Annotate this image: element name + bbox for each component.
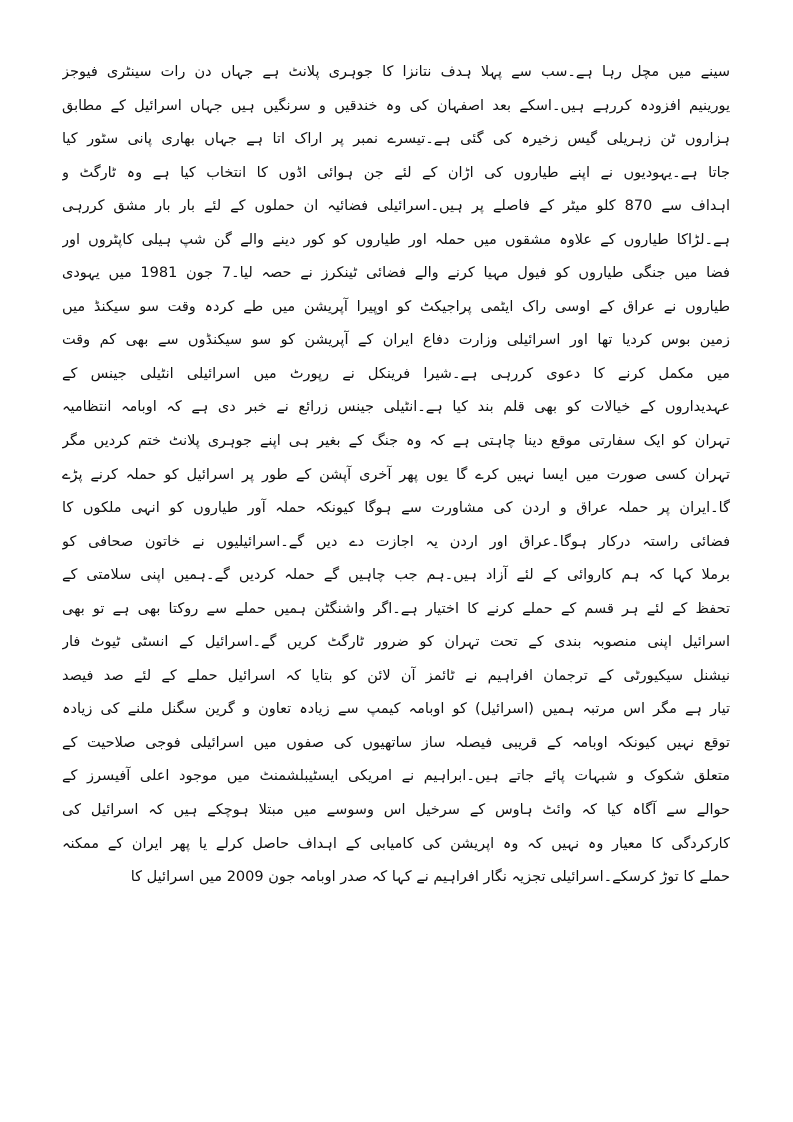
text-line: حوالے سے آگاہ کیا کہ وائٹ ہاوس کے سرخیل اس وسوسے میں مبتلا ہوچکے ہیں کہ اسرائیل کی	[62, 802, 730, 819]
text-line: ہے۔لڑاکا طیاروں کے علاوہ مشقوں میں حملہ اور طیاروں کو کور دینے والے گن شپ ہیلی کاپٹروں اور	[62, 231, 730, 248]
text-line: تحفظ کے لئے ہر قسم کے حملے کرنے کا اختیار ہے۔اگر واشنگٹن ہمیں حملے سے روکتا بھی ہے تو بھی	[62, 600, 730, 617]
text-line: فضا میں جنگی طیاروں کو فیول مہیا کرنے والے فضائی ٹینکرز نے حصہ لیا۔7 جون 1981 میں یہودی	[62, 265, 730, 282]
text-line: توقع نہیں کیونکہ اوبامہ کے قریبی فیصلہ ساز ساتھیوں کی صفوں میں اسرائیلی فوجی صلاحیت کے	[62, 734, 730, 751]
text-line: تہران کسی صورت میں ایسا نہیں کرے گا یوں پھر آخری آپشن کے طور پر اسرائیل کو حملہ کرنے پڑے	[62, 466, 730, 483]
text-line: تہران کو ایک سفارتی موقع دینا چاہتی ہے کہ وہ جنگ کے بغیر ہی اپنے جوہری پلانٹ ختم کردیں مگر	[62, 433, 730, 450]
text-line: تیار ہے مگر اس مرتبہ ہمیں (اسرائیل) کو اوبامہ کیمپ سے زیادہ تعاون و گرین سگنل ملنے کی زیادہ	[62, 701, 730, 718]
text-line: سینے میں مچل رہا ہے۔سب سے پہلا ہدف نتانزا کا جوہری پلانٹ ہے جہاں دن رات سینٹری فیوجز	[62, 64, 730, 80]
text-line: کارکردگی کا معیار وہ نہیں کہ وہ اپریشن کی کامیابی کے اہداف حاصل کرلے یا پھر ایران کے ممکنہ	[62, 835, 730, 852]
text-line: برملا کہا کہ ہم کاروائی کے لئے آزاد ہیں۔ہم جب چاہیں گے حملہ کردیں گے۔ہمیں اپنی سلامتی کے	[62, 567, 730, 584]
text-line: ہزاروں ٹن زہریلی گیس زخیرہ کی گئی ہے۔تیسرے نمبر پر اراک اتا ہے جہاں بھاری پانی سٹور کیا	[62, 131, 730, 148]
text-line: عہدیداروں کے خیالات کو بھی قلم بند کیا ہے۔انٹیلی جینس زرائع نے خبر دی ہے کہ اوبامہ انتظامیہ	[62, 399, 730, 416]
text-line: یورینیم افزودہ کررہے ہیں۔اسکے بعد اصفہان کی وہ خندقیں و سرنگیں ہیں جہاں اسرائیل کے مطابق	[62, 97, 730, 114]
text-line: طیاروں نے عراق کے اوسی راک ایٹمی پراجیکٹ کو اوپیرا آپریشن میں طے کردہ وقت سو سیکنڈ میں	[62, 298, 730, 315]
text-line: جاتا ہے۔یہودیوں نے اپنے طیاروں کی اڑان کے لئے جن ہوائی اڈوں کا انتخاب کیا ہے وہ ٹارگٹ و	[62, 164, 730, 181]
article-body	[62, 56, 730, 895]
text-line: میں مکمل کرنے کا دعوی کررہی ہے۔شیرا فرینکل نے رپورٹ میں اسرائیلی انٹیلی جینس کے	[62, 365, 730, 382]
text-line: زمین بوس کردیا تھا اور اسرائیلی وزارت دفاع ایران کے آپریشن کو سو سیکنڈوں سے بھی کم وقت	[62, 332, 730, 349]
text-line: متعلق شکوک و شبہات پائے جاتے ہیں۔ابراہیم نے امریکی ایسٹیبلشمنٹ میں موجود اعلی آفیسرز کے	[62, 768, 730, 785]
text-line: اہداف سے 870 کلو میٹر کے فاصلے پر ہیں۔اسرائیلی فضائیہ ان حملوں کے لئے بار بار مشق کررہی	[62, 198, 730, 215]
text-line: گا۔ایران پر حملہ عراق و اردن کی مشاورت سے ہوگا کیونکہ حملہ آور طیاروں کو انہی ملکوں کا	[62, 500, 730, 517]
text-line: اسرائیل اپنی منصوبہ بندی کے تحت تہران کو ضرور ٹارگٹ کریں گے۔اسرائیل کے انسٹی ٹیوٹ فار	[62, 634, 730, 651]
text-line: حملے کا توڑ کرسکے۔اسرائیلی تجزیہ نگار افراہیم نے کہا کہ صدر اوبامہ جون 2009 میں اسرائیل کا	[130, 869, 730, 886]
text-line: نیشنل سیکیورٹی کے ترجمان افراہیم نے ٹائمز آن لائن کو بتایا کہ اسرائیل حملے کے لئے صد فیصد	[62, 667, 730, 684]
text-line: فضائی راستہ درکار ہوگا۔عراق اور اردن یہ اجازت دے دیں گے۔اسرائیلیوں نے خاتون صحافی کو	[62, 533, 730, 550]
